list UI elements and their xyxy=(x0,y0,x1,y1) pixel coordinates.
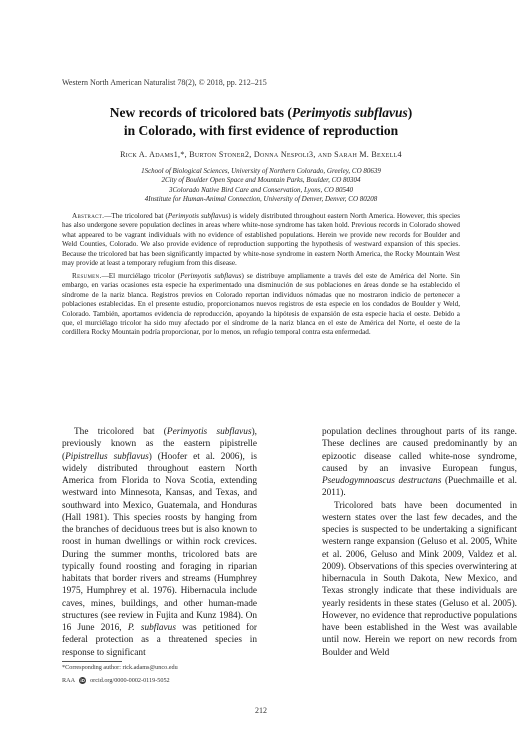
abstract-species: Perimyotis subflavus xyxy=(167,212,229,220)
body-column-left xyxy=(62,426,257,659)
title-line1-post: ) xyxy=(407,105,413,120)
body-text: population declines throughout parts of its range. These declines are caused predominantly by an epizootic disease called white-nose syndrome, caused by an invasive European fungus, xyxy=(322,427,517,474)
author-list: Rick A. Adams1,*, Burton Stoner2, Donna Nespoli3, and Sarah M. Bexell4 xyxy=(120,150,402,159)
species-name: Perimyotis subflavus xyxy=(166,427,252,437)
resumen-label: Resumen. xyxy=(72,272,102,280)
footnote-rule xyxy=(62,661,122,662)
body-text: ) (Hoofer et al. 2006), is widely distributed throughout eastern North America from Florida to Nova Scotia, extending westward into Minnesota, Kansas, and Texas, and southward into Mexico, Guatemala, and Honduras (Hall 1981). This species roosts by hanging from the branches of deciduous trees but is also known to roost in human dwellings or within rock crevices. During the summer months, tricolored bats are typically found roosting and foraging in riparian habitats that border rivers and streams (Humphrey 1975, Humphrey et al. 1976). Hibernacula include caves, mines, buildings, and other human-made structures (see review in Fujita and Kunz 1984). On 16 June 2016, xyxy=(62,451,257,633)
orcid-link[interactable]: orcid.org/0000-0002-0119-5052 xyxy=(90,677,170,684)
body-paragraph xyxy=(322,426,517,500)
body-paragraph xyxy=(62,426,257,659)
title-line1-pre: New records of tricolored bats ( xyxy=(109,105,292,120)
species-name: Pseudogymnoascus destructans xyxy=(322,476,442,486)
body-column-right xyxy=(322,426,517,659)
body-text: The tricolored bat ( xyxy=(74,427,167,437)
abstract-label: Abstract. xyxy=(72,212,105,220)
species-name: Pipistrellus subflavus xyxy=(65,451,149,462)
affiliation-1: 1School of Biological Sciences, University of Northern Colorado, Greeley, CO 80639 xyxy=(141,167,381,175)
body-text: (Puechmaille et al. 2011). xyxy=(322,476,517,499)
abstract xyxy=(62,212,460,268)
body-text: was petitioned for federal protection as a threatened species in response to significant xyxy=(62,623,257,658)
corresponding-author-footnote: *Corresponding author: rick.adams@unco.edu xyxy=(62,664,178,671)
journal-citation: Western North American Naturalist 78(2), © 2018, pp. 212–215 xyxy=(62,78,267,87)
title-species: Perimyotis subflavus xyxy=(291,105,408,120)
page-number: 212 xyxy=(255,706,267,715)
resumen-species: Perimyotis subflavus xyxy=(180,272,242,280)
title-line2: in Colorado, with first evidence of reproduction xyxy=(123,123,399,138)
resumen xyxy=(62,272,460,338)
orcid-line xyxy=(62,677,170,684)
abstract-text: ) is widely distributed throughout eastern North America. However, this species has also undergone severe population declines in areas where white-nose syndrome has taken hold. Previous records in Colorado showed what appeared to be vagrant individuals with no evidence of established populations. Herein we provide new records for Boulder and Weld Counties, Colorado. We also provide evidence of reproduction supporting the hypothesis of westward expansion of this species. Because the tricolored bat has been significantly impacted by white-nose syndrome in eastern North America, the Rocky Mountain West may provide at least a temporary refugium from this disease. xyxy=(62,212,461,268)
affiliations xyxy=(62,167,460,205)
affiliation-2: 2City of Boulder Open Space and Mountain Parks, Boulder, CO 80304 xyxy=(161,176,361,185)
body-text: ), previously known as the eastern pipistrelle ( xyxy=(62,427,257,462)
article-title xyxy=(62,104,460,140)
affiliation-3: 3Colorado Native Bird Care and Conservation, Lyons, CO 80540 xyxy=(169,185,353,194)
orcid-icon: iD xyxy=(80,678,85,683)
affiliation-4: 4Institute for Human-Animal Connection, University of Denver, Denver, CO 80208 xyxy=(144,195,378,204)
resumen-text: ) se distribuye ampliamente a través del este de América del Norte. Sin embargo, en varias ocasiones esta especie ha experimentado una disminución de sus poblaciones en áreas donde se ha establecido el síndrome de la nariz blanca. Registros previos en Colorado reportan individuos nómadas que no mostraron indicio de pertenecer a poblaciones establecidas. En el presente estudio, proporcionamos nuevos registros de esta especie en los condados de Boulder y Weld, Colorado. También, aportamos evidencia de reproducción, apoyando la hipótesis de expansión de esta especie hacia el oeste. Debido a que, el murciélago tricolor ha sido muy afectado por el síndrome de la nariz blanca en el este de América del Norte, el oeste de la cordillera Rocky Mountain podría proporcionar, por lo menos, un refugio temporal contra esta enfermedad. xyxy=(62,272,460,337)
orcid-prefix: RAA xyxy=(62,677,76,684)
species-name: P. subflavus xyxy=(127,623,176,633)
resumen-dash: —El murciélago tricolor ( xyxy=(101,272,181,280)
body-paragraph: Tricolored bats have been documented in western states over the last few decades, and the species is suspected to be undertaking a significant western range expansion (Geluso et al. 2005, White et al. 2006, Geluso and Mink 2009, Valdez et al. 2009). Observations of this species overwintering at hibernacula in South Dakota, New Mexico, and Texas strongly indicate that these individuals are yearly residents in these states (Geluso et al. 2005). However, no evidence that reproductive populations have been established in the West was available until now. Herein we report on new records from Boulder and Weld xyxy=(322,500,517,658)
abstract-dash: —The tricolored bat ( xyxy=(104,212,168,220)
